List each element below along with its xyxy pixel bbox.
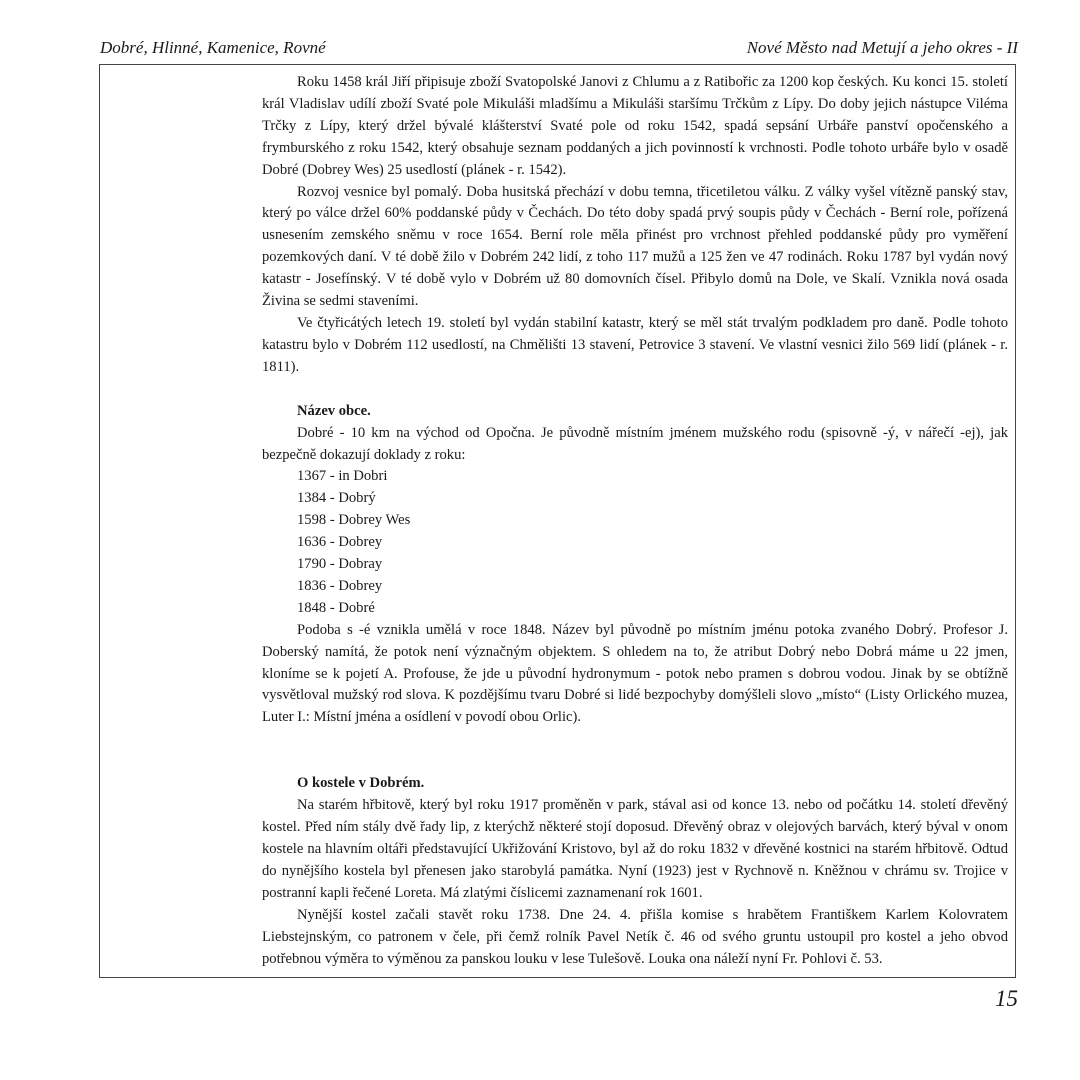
year-entry: 1598 - Dobrey Wes: [297, 512, 411, 529]
paragraph-5: Podoba s -é vznikla umělá v roce 1848. Název byl původně po místním jménu potoka zvaného Dobrý. Profesor J. Doberský namítá, že potok není význačným objektem. S ohledem na to, že atribut Dobrý nebo Dobrá máme u 22 jmen, kloníme se k pojetí A. Profouse, že jde u původní hydronymum - potok nebo pramen s dobrou vodou. Jinak by se obtížně vysvětloval mužský rod slova. K pozdějšímu tvaru Dobré si lidé bezpochyby domýšleli slovo „místo“ (Listy Orlického muzea, Luter I.: Místní jména a osídlení v povodí obou Orlic).: [262, 621, 1008, 726]
year-entry: 1790 - Dobray: [297, 556, 383, 573]
paragraph-3: Ve čtyřicátých letech 19. století byl vydán stabilní katastr, který se měl stát trvalým podkladem pro daně. Podle tohoto katastru bylo v Dobrém 112 usedlostí, na Chmělišti 13 stavení, Petrovice 3 stavení. Ve vlastní vesnici žilo 569 lidí (plánek - r. 1811).: [262, 314, 1008, 375]
running-header-left: Dobré, Hlinné, Kamenice, Rovné: [100, 38, 326, 57]
year-entry: 1848 - Dobré: [297, 599, 375, 616]
paragraph-7: Nynější kostel začali stavět roku 1738. Dne 24. 4. přišla komise s hrabětem Františkem Karlem Kolovratem Liebstejnským, co patronem v čele, při čemž rolník Pavel Netík č. 46 od svého gruntu ustoupil pro kostel a jeho obvod potřebnou výměra to výměnou za panskou louku v lese Tulešově. Louka ona náleží nyní Fr. Pohlovi č. 53.: [262, 906, 1008, 967]
running-header-right: Nové Město nad Metují a jeho okres - II: [746, 38, 1018, 57]
section-heading-name: Název obce.: [297, 402, 371, 419]
paragraph-2: Rozvoj vesnice byl pomalý. Doba husitská přechází v dobu temna, třicetiletou válku. Z války vyšel vítězně panský stav, který po válce držel 60% poddanské půdy v Čechách. Do této doby spadá prvý soupis půdy v Čechách - Berní role, pořízená usnesením zemského sněmu v roce 1654. Berní role měla přinést pro vrchnost přehled poddanské půdy pro vyměření pozemkových daní. V té době žilo v Dobrém 242 lidí, z toho 117 mužů a 125 žen ve 47 rodinách. Roku 1787 byl vydán nový katastr - Josefínský. V té době vylo v Dobrém už 80 domovních čísel. Přibylo domů na Dole, ve Skalí. Vznikla nová osada Živina se sedmi staveními.: [262, 183, 1008, 310]
year-entry: 1636 - Dobrey: [297, 534, 383, 551]
section-heading-church: O kostele v Dobrém.: [297, 775, 425, 792]
paragraph-4: Dobré - 10 km na východ od Opočna. Je původně místním jménem mužského rodu (spisovně -ý, v nářečí -ej), jak bezpečně dokazují doklady z roku:: [262, 424, 1008, 463]
year-entry: 1367 - in Dobri: [297, 468, 388, 485]
paragraph-1: Roku 1458 král Jiří připisuje zboží Svatopolské Janovi z Chlumu a z Ratibořic za 1200 kop českých. Ku konci 15. století král Vladislav udílí zboží Svaté pole Mikuláši mladšímu a Mikuláši staršímu Trčkům z Lípy. Do doby jejich nástupce Viléma Trčky z Lípy, který držel bývalé klášterství Svaté pole od roku 1542, spadá sepsání Urbáře panství opočenského a frymburského z roku 1542, který obsahuje seznam poddaných a jich povinností k vrchnosti. Podle tohoto urbáře bylo v osadě Dobré (Dobrey Wes) 25 usedlostí (plánek - r. 1542).: [262, 74, 1008, 178]
paragraph-6: Na starém hřbitově, který byl roku 1917 proměněn v park, stával asi od konce 13. nebo od počátku 14. století dřevěný kostel. Před ním stály dvě řady lip, z kterýchž některé stojí doposud. Dřevěný obraz v olejových barvách, který býval v onom kostele na hlavním oltáři představující Ukřižování Kristovo, byl až do roku 1832 v dřevěné kostnici na starém hřbitově. Odtud do nynějšího kostela byl přenesen jako starobylá památka. Nyní (1923) jest v Rychnově n. Kněžnou v chrámu sv. Trojice v postranní kapli řečené Loreta. Má zlatými číslicemi zaznamenaní rok 1601.: [262, 797, 1008, 901]
page-body: [262, 72, 1008, 970]
spacer: [262, 379, 1008, 401]
year-entry: 1384 - Dobrý: [297, 490, 376, 507]
year-entry: 1836 - Dobrey: [297, 577, 383, 594]
page-number: 15: [995, 986, 1018, 1011]
spacer: [262, 729, 1008, 773]
